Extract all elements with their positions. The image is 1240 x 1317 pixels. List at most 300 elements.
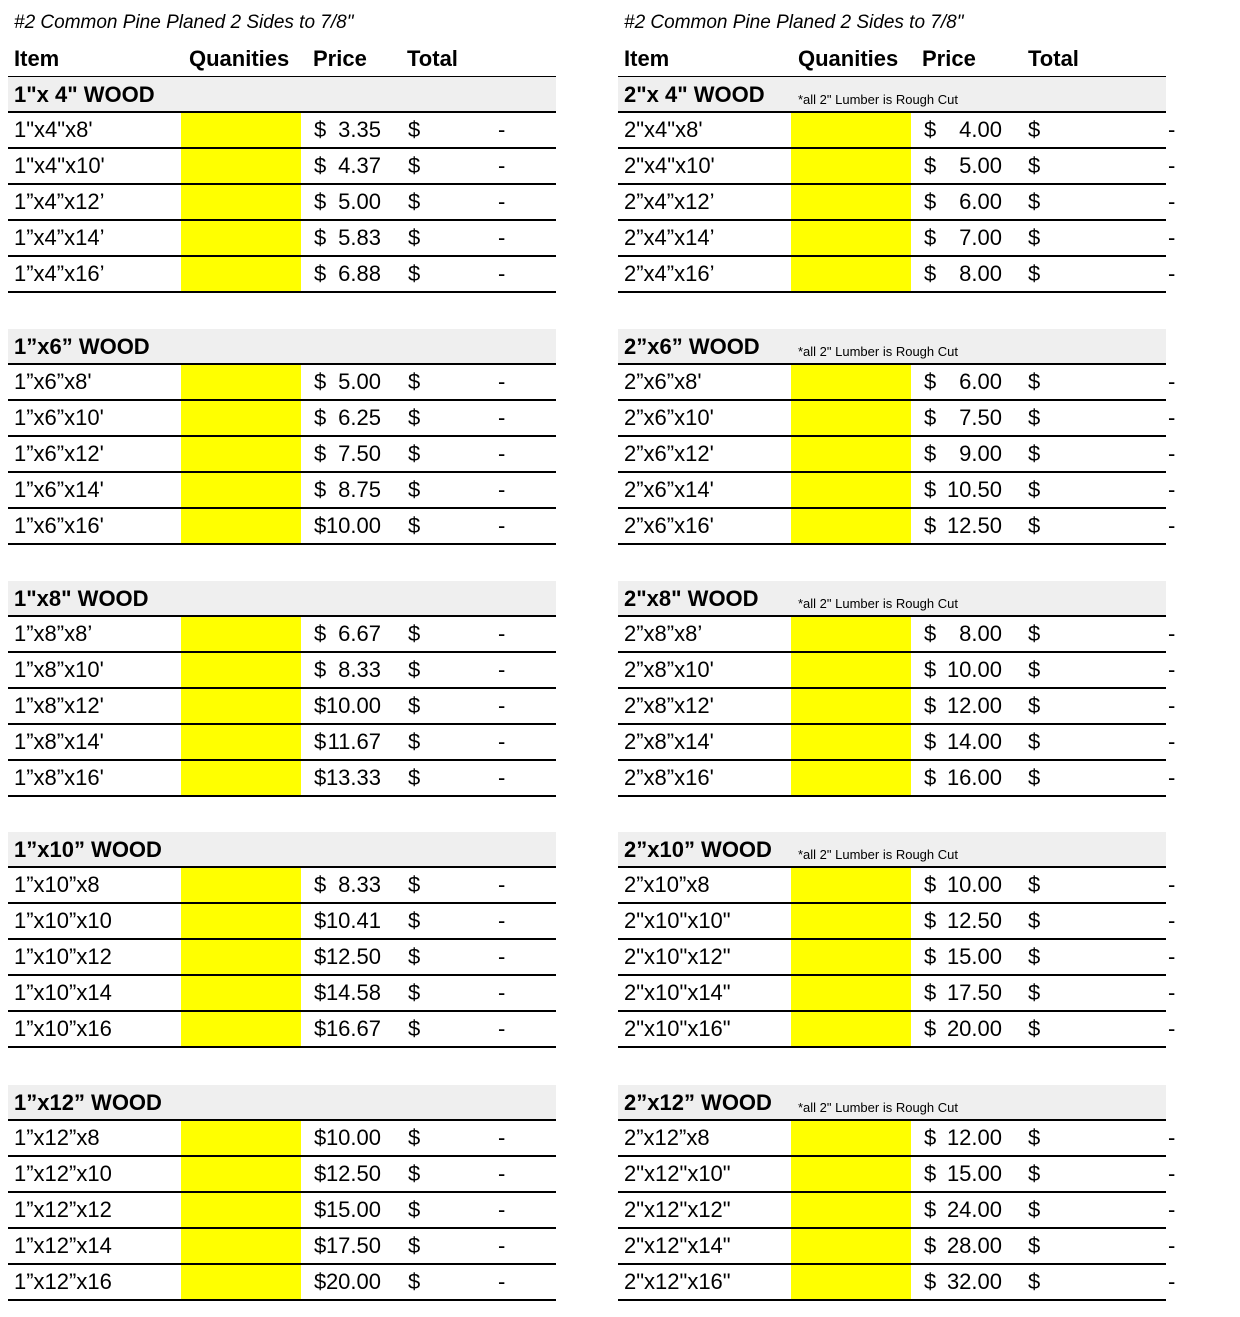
section-title: 1”x10” WOOD: [14, 837, 162, 862]
wood-section: [618, 1085, 1176, 1301]
total-currency: $: [408, 441, 421, 466]
price-currency: $: [314, 1233, 327, 1258]
item-name: 1”x12”x10: [14, 1161, 112, 1186]
price-value: 5.00: [338, 369, 381, 394]
table-row: [8, 653, 556, 689]
item-name: 2"x4"x10': [624, 153, 715, 178]
total-currency: $: [1028, 944, 1041, 969]
item-name: 1”x4”x16’: [14, 261, 105, 286]
total-currency: $: [1028, 405, 1041, 430]
total-currency: $: [408, 765, 421, 790]
price-value: 12.50: [946, 513, 1002, 538]
section-header: [618, 581, 1166, 617]
total-value: -: [498, 765, 506, 790]
total-currency: $: [1028, 980, 1041, 1005]
total-value: -: [1168, 261, 1176, 286]
quantity-input-cell[interactable]: [791, 904, 911, 938]
table-row: [8, 1229, 556, 1265]
price-currency: $: [924, 261, 937, 286]
table-row: [8, 904, 556, 940]
total-value: -: [1168, 369, 1176, 394]
table-row: [618, 904, 1176, 940]
item-name: 1”x4”x14’: [14, 225, 105, 250]
total-currency: $: [1028, 908, 1041, 933]
price-value: 6.00: [959, 189, 1002, 214]
total-value: -: [1168, 765, 1176, 790]
total-currency: $: [408, 729, 421, 754]
quantity-input-cell[interactable]: [791, 473, 911, 507]
wood-section: [618, 329, 1176, 545]
total-currency: $: [408, 944, 421, 969]
total-value: -: [498, 1125, 506, 1150]
table-row: [8, 185, 556, 221]
item-name: 1”x8”x12': [14, 693, 104, 718]
quantity-input-cell[interactable]: [791, 221, 911, 255]
total-value: -: [498, 405, 506, 430]
quantity-input-cell[interactable]: [181, 653, 301, 687]
price-value: 17.50: [325, 1233, 381, 1258]
total-currency: $: [1028, 1197, 1041, 1222]
price-value: 24.00: [946, 1197, 1002, 1222]
total-value: -: [1168, 1233, 1176, 1258]
quantity-input-cell[interactable]: [791, 401, 911, 435]
item-name: 2"x10"x14": [624, 980, 731, 1005]
price-value: 10.50: [946, 477, 1002, 502]
total-currency: $: [408, 369, 421, 394]
table-row: [618, 1121, 1176, 1157]
table-row: [618, 761, 1176, 797]
item-name: 1”x10”x12: [14, 944, 112, 969]
total-value: -: [1168, 872, 1176, 897]
price-currency: $: [314, 189, 327, 214]
price-currency: $: [314, 980, 327, 1005]
price-value: 11.67: [327, 729, 381, 754]
quantity-input-cell[interactable]: [791, 617, 911, 651]
table-row: [8, 725, 556, 761]
item-name: 1”x12”x8: [14, 1125, 100, 1150]
total-value: -: [1168, 189, 1176, 214]
price-value: 12.00: [946, 693, 1002, 718]
price-currency: $: [924, 1016, 937, 1041]
price-currency: $: [924, 1269, 937, 1294]
quantity-input-cell[interactable]: [181, 761, 301, 795]
item-name: 1”x8”x14': [14, 729, 104, 754]
quantity-input-cell[interactable]: [791, 725, 911, 759]
price-value: 10.00: [325, 693, 381, 718]
total-value: -: [498, 872, 506, 897]
quantity-input-cell[interactable]: [181, 1229, 301, 1263]
item-name: 1”x10”x16: [14, 1016, 112, 1041]
item-name: 2”x4”x14’: [624, 225, 715, 250]
item-header: Item: [14, 46, 60, 71]
total-value: -: [1168, 657, 1176, 682]
table-row: [618, 940, 1176, 976]
price-value: 13.33: [325, 765, 381, 790]
table-row: [618, 149, 1176, 185]
price-currency: $: [924, 1161, 937, 1186]
quantity-input-cell[interactable]: [791, 149, 911, 183]
quantity-input-cell[interactable]: [791, 1229, 911, 1263]
item-name: 2”x6”x8': [624, 369, 702, 394]
price-currency: $: [924, 153, 937, 178]
price-value: 15.00: [946, 944, 1002, 969]
quantity-input-cell[interactable]: [791, 113, 911, 147]
total-value: -: [1168, 1269, 1176, 1294]
price-currency: $: [314, 729, 327, 754]
price-header: Price: [922, 46, 976, 71]
total-value: -: [1168, 729, 1176, 754]
table-row: [8, 976, 556, 1012]
table-row: [8, 509, 556, 545]
price-value: 17.50: [946, 980, 1002, 1005]
rough-cut-note: *all 2" Lumber is Rough Cut: [798, 847, 958, 862]
item-name: 1”x12”x12: [14, 1197, 112, 1222]
quantities-header: Quanities: [189, 46, 290, 71]
price-value: 8.00: [959, 261, 1002, 286]
price-value: 14.00: [946, 729, 1002, 754]
table-row: [618, 1265, 1176, 1301]
table-row: [618, 401, 1176, 437]
table-row: [8, 401, 556, 437]
total-currency: $: [408, 513, 421, 538]
table-title: #2 Common Pine Planed 2 Sides to 7/8": [624, 12, 964, 33]
item-name: 2"x10"x16": [624, 1016, 731, 1041]
price-currency: $: [924, 980, 937, 1005]
quantity-input-cell[interactable]: [791, 1157, 911, 1191]
rough-cut-note: *all 2" Lumber is Rough Cut: [798, 1100, 958, 1115]
total-currency: $: [1028, 872, 1041, 897]
total-value: -: [1168, 1197, 1176, 1222]
table-row: [618, 1193, 1176, 1229]
table-row: [8, 1012, 556, 1048]
item-name: 1”x10”x14: [14, 980, 112, 1005]
quantity-input-cell[interactable]: [181, 1265, 301, 1299]
table-row: [8, 257, 556, 293]
item-name: 2”x8”x12': [624, 693, 714, 718]
column-headers: [8, 44, 556, 78]
price-currency: $: [314, 872, 327, 897]
total-value: -: [1168, 117, 1176, 142]
price-currency: $: [924, 225, 937, 250]
total-currency: $: [1028, 621, 1041, 646]
table-row: [618, 365, 1176, 401]
total-value: -: [498, 693, 506, 718]
price-value: 5.00: [959, 153, 1002, 178]
wood-section: [8, 581, 556, 797]
total-currency: $: [1028, 477, 1041, 502]
price-value: 7.50: [338, 441, 381, 466]
total-value: -: [1168, 225, 1176, 250]
price-currency: $: [314, 261, 327, 286]
quantity-input-cell[interactable]: [791, 509, 911, 543]
price-currency: $: [314, 153, 327, 178]
table-row: [8, 617, 556, 653]
quantity-input-cell[interactable]: [791, 185, 911, 219]
quantity-input-cell[interactable]: [181, 689, 301, 723]
price-value: 10.00: [325, 1125, 381, 1150]
quantity-input-cell[interactable]: [181, 509, 301, 543]
section-header: [618, 832, 1166, 868]
wood-section: [8, 329, 556, 545]
total-header: Total: [1028, 46, 1079, 71]
quantity-input-cell[interactable]: [791, 689, 911, 723]
total-value: -: [498, 621, 506, 646]
table-row: [8, 761, 556, 797]
price-currency: $: [924, 944, 937, 969]
total-currency: $: [408, 908, 421, 933]
section-header: [8, 832, 556, 868]
item-name: 1”x12”x16: [14, 1269, 112, 1294]
total-currency: $: [1028, 729, 1041, 754]
wood-section: [618, 832, 1176, 1048]
item-name: 2"x12"x10": [624, 1161, 731, 1186]
item-name: 1”x4”x12’: [14, 189, 105, 214]
total-currency: $: [408, 477, 421, 502]
price-currency: $: [924, 657, 937, 682]
price-currency: $: [314, 621, 327, 646]
total-currency: $: [1028, 225, 1041, 250]
total-currency: $: [1028, 117, 1041, 142]
item-name: 2”x8”x8’: [624, 621, 703, 646]
price-currency: $: [314, 1197, 327, 1222]
total-currency: $: [1028, 1269, 1041, 1294]
table-row: [618, 617, 1176, 653]
total-value: -: [498, 261, 506, 286]
quantity-input-cell[interactable]: [181, 365, 301, 399]
item-header: Item: [624, 46, 670, 71]
section-title: 1”x12” WOOD: [14, 1090, 162, 1115]
price-value: 5.83: [338, 225, 381, 250]
table-row: [8, 1157, 556, 1193]
price-currency: $: [314, 944, 327, 969]
quantity-input-cell[interactable]: [181, 904, 301, 938]
price-currency: $: [924, 441, 937, 466]
quantity-input-cell[interactable]: [791, 868, 911, 902]
quantity-input-cell[interactable]: [791, 761, 911, 795]
total-value: -: [1168, 693, 1176, 718]
quantity-input-cell[interactable]: [791, 1265, 911, 1299]
price-currency: $: [924, 908, 937, 933]
total-currency: $: [408, 225, 421, 250]
quantity-input-cell[interactable]: [181, 221, 301, 255]
total-value: -: [1168, 621, 1176, 646]
price-currency: $: [314, 908, 327, 933]
price-currency: $: [314, 441, 327, 466]
total-currency: $: [408, 261, 421, 286]
price-currency: $: [314, 1161, 327, 1186]
table-title: #2 Common Pine Planed 2 Sides to 7/8": [14, 12, 354, 33]
table-row: [618, 1157, 1176, 1193]
price-value: 12.50: [325, 944, 381, 969]
item-name: 2”x12”x8: [624, 1125, 710, 1150]
table-row: [8, 365, 556, 401]
wood-section: [618, 77, 1176, 293]
quantity-input-cell[interactable]: [181, 725, 301, 759]
item-name: 2”x6”x10': [624, 405, 714, 430]
price-currency: $: [924, 765, 937, 790]
price-currency: $: [924, 477, 937, 502]
table-row: [618, 653, 1176, 689]
total-currency: $: [408, 189, 421, 214]
quantity-input-cell[interactable]: [181, 1157, 301, 1191]
price-currency: $: [924, 621, 937, 646]
quantity-input-cell[interactable]: [181, 113, 301, 147]
total-currency: $: [408, 693, 421, 718]
total-currency: $: [408, 980, 421, 1005]
table-row: [8, 689, 556, 725]
item-name: 1"x4"x10': [14, 153, 105, 178]
table-row: [8, 1193, 556, 1229]
quantity-input-cell[interactable]: [181, 940, 301, 974]
item-name: 1”x10”x8: [14, 872, 100, 897]
total-currency: $: [408, 117, 421, 142]
total-value: -: [1168, 908, 1176, 933]
price-value: 20.00: [946, 1016, 1002, 1041]
section-header: [618, 77, 1166, 113]
section-header: [8, 581, 556, 617]
total-value: -: [498, 657, 506, 682]
quantity-input-cell[interactable]: [181, 868, 301, 902]
quantity-input-cell[interactable]: [791, 653, 911, 687]
item-name: 2”x6”x16': [624, 513, 714, 538]
item-name: 1”x8”x16': [14, 765, 104, 790]
quantity-input-cell[interactable]: [791, 1193, 911, 1227]
item-name: 1”x6”x8': [14, 369, 92, 394]
section-title: 2”x6” WOOD: [624, 334, 760, 359]
total-currency: $: [1028, 513, 1041, 538]
section-title: 1”x6” WOOD: [14, 334, 150, 359]
total-value: -: [1168, 477, 1176, 502]
total-value: -: [1168, 1016, 1176, 1041]
item-name: 1”x6”x16': [14, 513, 104, 538]
item-name: 1”x6”x12': [14, 441, 104, 466]
item-name: 2"x10"x10": [624, 908, 731, 933]
quantity-input-cell[interactable]: [791, 1012, 911, 1046]
quantity-input-cell[interactable]: [181, 473, 301, 507]
price-value: 6.88: [338, 261, 381, 286]
quantity-input-cell[interactable]: [181, 1121, 301, 1155]
quantity-input-cell[interactable]: [181, 1193, 301, 1227]
quantity-input-cell[interactable]: [181, 976, 301, 1010]
item-name: 2”x8”x10': [624, 657, 714, 682]
table-row: [8, 221, 556, 257]
item-name: 1”x6”x14': [14, 477, 104, 502]
total-value: -: [1168, 153, 1176, 178]
price-currency: $: [924, 189, 937, 214]
item-name: 2”x10”x8: [624, 872, 710, 897]
wood-section: [8, 1085, 556, 1301]
total-value: -: [498, 980, 506, 1005]
total-currency: $: [1028, 441, 1041, 466]
item-name: 2”x6”x14': [624, 477, 714, 502]
rough-cut-note: *all 2" Lumber is Rough Cut: [798, 596, 958, 611]
total-currency: $: [408, 1233, 421, 1258]
price-value: 16.67: [325, 1016, 381, 1041]
total-currency: $: [408, 657, 421, 682]
quantity-input-cell[interactable]: [181, 617, 301, 651]
total-value: -: [1168, 1125, 1176, 1150]
item-name: 2”x4”x12’: [624, 189, 715, 214]
section-title: 2"x8" WOOD: [624, 586, 759, 611]
quantity-input-cell[interactable]: [181, 185, 301, 219]
wood-section: [618, 581, 1176, 797]
quantity-input-cell[interactable]: [181, 257, 301, 291]
total-currency: $: [408, 872, 421, 897]
price-currency: $: [314, 117, 327, 142]
table-row: [618, 509, 1176, 545]
price-value: 4.00: [959, 117, 1002, 142]
total-value: -: [1168, 405, 1176, 430]
price-currency: $: [314, 765, 327, 790]
table-row: [618, 257, 1176, 293]
total-currency: $: [408, 153, 421, 178]
quantity-input-cell[interactable]: [181, 149, 301, 183]
section-header: [618, 1085, 1166, 1121]
price-value: 10.00: [946, 657, 1002, 682]
price-value: 8.33: [338, 657, 381, 682]
price-currency: $: [924, 693, 937, 718]
total-value: -: [498, 369, 506, 394]
price-value: 32.00: [946, 1269, 1002, 1294]
section-title: 1"x 4" WOOD: [14, 82, 155, 107]
quantity-input-cell[interactable]: [791, 976, 911, 1010]
total-value: -: [1168, 441, 1176, 466]
column-headers: [618, 44, 1166, 78]
total-value: -: [1168, 980, 1176, 1005]
total-value: -: [498, 117, 506, 142]
price-currency: $: [314, 1125, 327, 1150]
total-value: -: [498, 908, 506, 933]
table-row: [618, 868, 1176, 904]
item-name: 1"x4"x8': [14, 117, 93, 142]
total-value: -: [498, 1197, 506, 1222]
total-value: -: [498, 1161, 506, 1186]
total-value: -: [498, 729, 506, 754]
quantity-input-cell[interactable]: [181, 401, 301, 435]
quantity-input-cell[interactable]: [791, 257, 911, 291]
price-value: 5.00: [338, 189, 381, 214]
quantity-input-cell[interactable]: [181, 437, 301, 471]
price-currency: $: [924, 405, 937, 430]
quantity-input-cell[interactable]: [181, 1012, 301, 1046]
price-currency: $: [924, 513, 937, 538]
total-value: -: [498, 441, 506, 466]
price-currency: $: [924, 1125, 937, 1150]
price-currency: $: [924, 117, 937, 142]
item-name: 1”x10”x10: [14, 908, 112, 933]
quantity-input-cell[interactable]: [791, 940, 911, 974]
total-header: Total: [407, 46, 458, 71]
item-name: 2"x12"x14": [624, 1233, 731, 1258]
price-currency: $: [314, 1269, 327, 1294]
total-currency: $: [408, 1197, 421, 1222]
section-title: 2"x 4" WOOD: [624, 82, 765, 107]
price-value: 6.00: [959, 369, 1002, 394]
total-value: -: [498, 944, 506, 969]
quantities-header: Quanities: [798, 46, 899, 71]
table-row: [8, 1121, 556, 1157]
total-value: -: [498, 225, 506, 250]
total-currency: $: [1028, 1125, 1041, 1150]
price-currency: $: [924, 872, 937, 897]
item-name: 2”x8”x16': [624, 765, 714, 790]
quantity-input-cell[interactable]: [791, 1121, 911, 1155]
total-currency: $: [1028, 693, 1041, 718]
item-name: 2”x8”x14': [624, 729, 714, 754]
quantity-input-cell[interactable]: [791, 437, 911, 471]
quantity-input-cell[interactable]: [791, 365, 911, 399]
total-currency: $: [408, 1125, 421, 1150]
